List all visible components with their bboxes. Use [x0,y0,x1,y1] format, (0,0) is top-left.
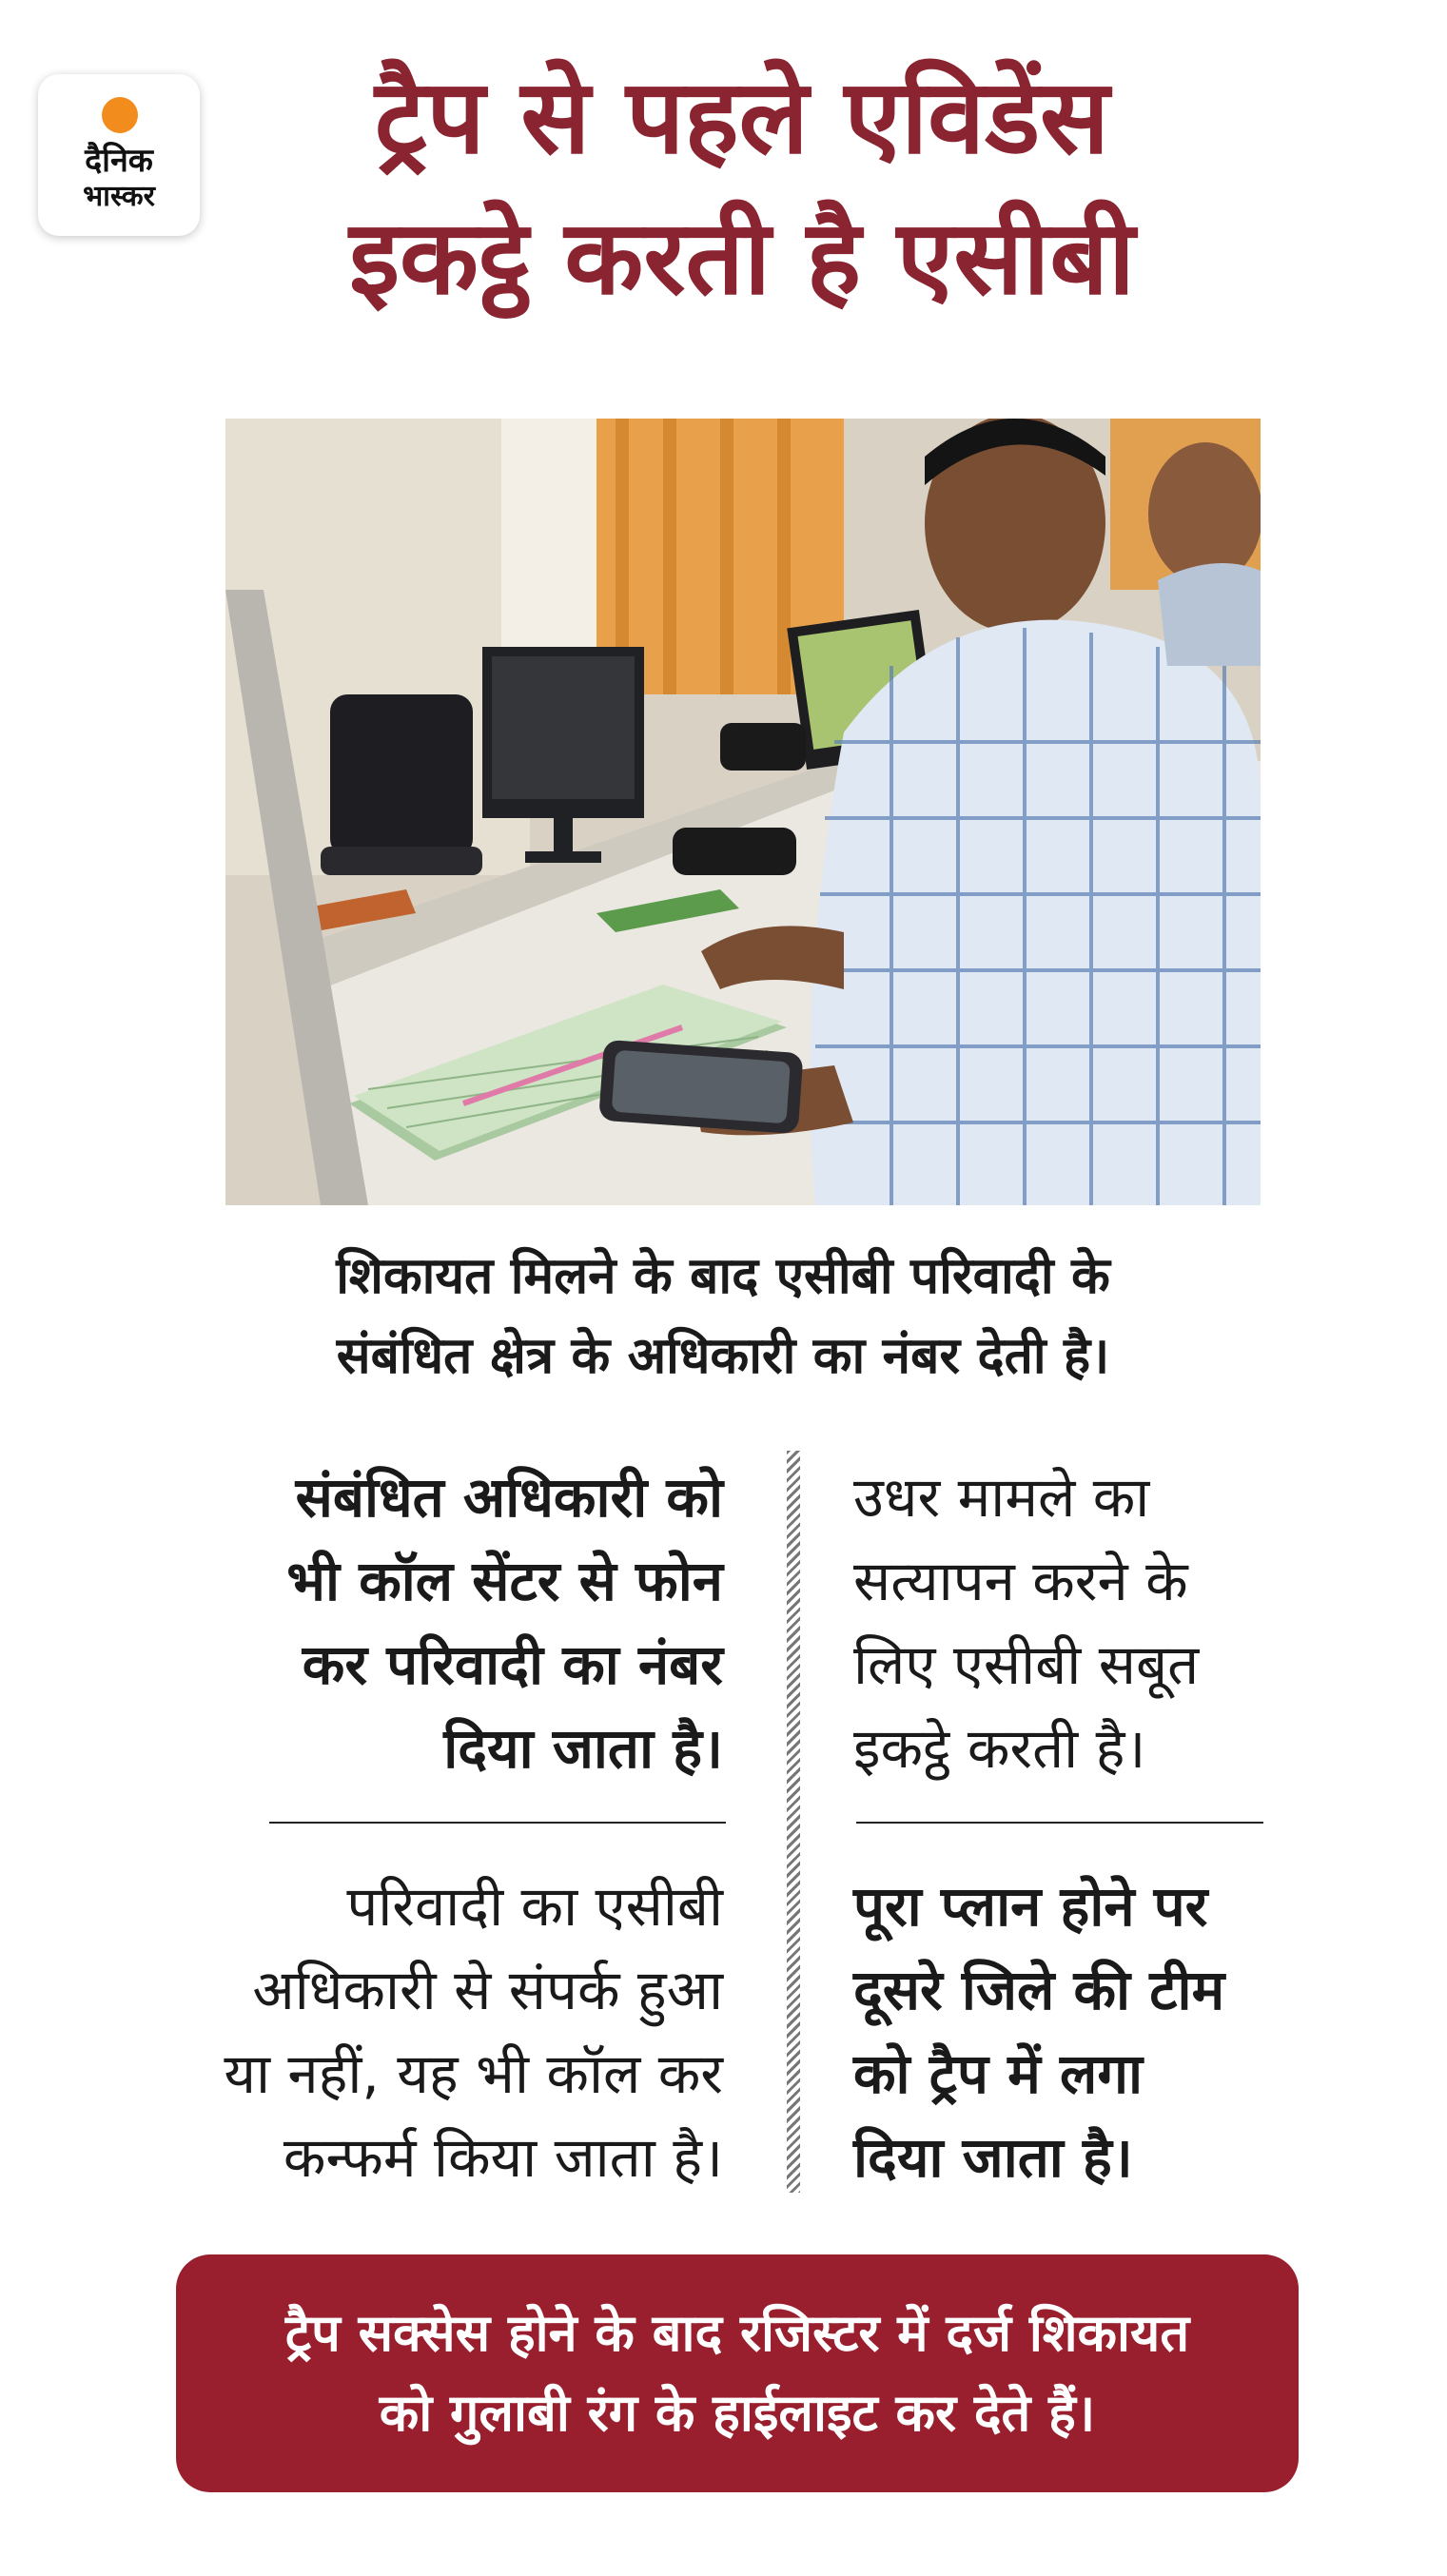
left-block1-line: दिया जाता है। [443,1716,723,1781]
photo-caption [171,1237,1275,1396]
banner-line1: ट्रैप सक्सेस होने के बाद रजिस्टर में दर्ज शिकायत [284,2303,1190,2363]
right-block1-line: लिए एसीबी सबूत [853,1632,1200,1697]
right-block1 [853,1455,1386,1790]
logo-text-line2: भास्कर [83,180,155,213]
caption-line2: संबंधित क्षेत्र के अधिकारी का नंबर देती है। [336,1327,1110,1385]
right-block1-line: सत्यापन करने के [853,1549,1188,1613]
left-block1-line: कर परिवादी का नंबर [302,1632,723,1697]
banner-text [209,2293,1265,2453]
right-block2-line: दूसरे जिले की टीम [853,1958,1225,2022]
left-block1-line: भी कॉल सेंटर से फोन [286,1549,723,1613]
right-block2-line: को ट्रैप में लगा [853,2041,1144,2106]
right-divider [856,1822,1263,1824]
left-block2-line: परिवादी का एसीबी [346,1874,723,1939]
right-block2 [853,1864,1386,2199]
sun-icon [102,97,138,133]
left-block1-line: संबंधित अधिकारी को [295,1465,723,1530]
right-block1-line: इकट्ठे करती है। [853,1716,1146,1781]
title-line1: ट्रैप से पहले एविडेंस [374,58,1110,177]
left-block2-line: अधिकारी से संपर्क हुआ [252,1958,723,2022]
banner-line2: को गुलाबी रंग के हाईलाइट कर देते हैं। [379,2383,1096,2443]
page-title [209,48,1275,329]
left-block2-line: कन्फर्म किया जाता है। [283,2125,723,2190]
right-block2-line: पूरा प्लान होने पर [853,1874,1208,1939]
right-block1-line: उधर मामले का [853,1465,1150,1530]
right-column-top [853,1455,1386,1790]
office-scene-illustration [225,419,1261,1205]
caption-line1: शिकायत मिलने के बाद एसीबी परिवादी के [336,1247,1110,1305]
logo-text-line1: दैनिक [85,142,153,180]
left-column-top [190,1455,723,1790]
highlight-banner [176,2254,1299,2492]
office-photo [225,419,1261,1205]
left-divider [269,1822,726,1824]
left-block2 [190,1864,723,2199]
left-block2-line: या नहीं, यह भी कॉल कर [224,2041,723,2106]
right-block2-line: दिया जाता है। [853,2125,1133,2190]
column-separator [787,1451,800,2193]
title-line2: इकट्ठे करती है एसीबी [349,199,1135,318]
right-column-bottom [853,1864,1386,2199]
left-block1 [190,1455,723,1790]
dainik-bhaskar-logo [38,74,200,236]
left-column-bottom [190,1864,723,2199]
